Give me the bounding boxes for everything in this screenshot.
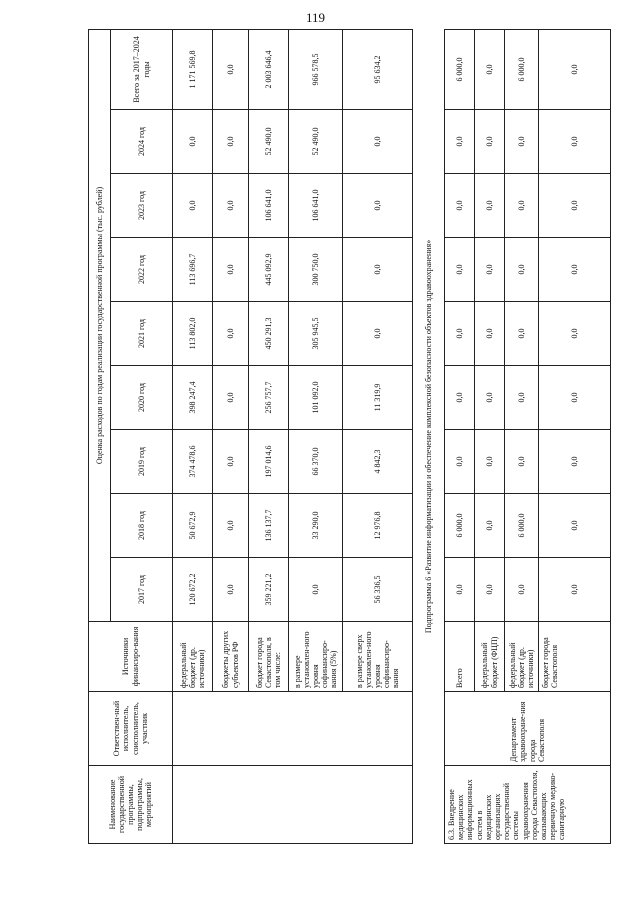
table-row — [445, 29, 475, 843]
value-cell: 197 014,6 — [249, 430, 289, 494]
value-cell: 0,0 — [505, 430, 539, 494]
value-cell: 0,0 — [213, 110, 249, 174]
value-cell: 374 478,6 — [173, 430, 213, 494]
source-cell: федеральный бюджет (ФЦП) — [475, 622, 505, 692]
value-cell: 0,0 — [343, 238, 413, 302]
value-cell: 106 641,0 — [249, 174, 289, 238]
value-cell: 113 696,7 — [173, 238, 213, 302]
value-cell: 0,0 — [539, 302, 611, 366]
value-cell: 56 336,5 — [343, 558, 413, 622]
header-year: 2018 год — [111, 494, 173, 558]
value-cell: 0,0 — [539, 558, 611, 622]
value-cell: 52 490,0 — [289, 110, 343, 174]
total-cell: 95 634,2 — [343, 29, 413, 109]
value-cell: 0,0 — [505, 238, 539, 302]
value-cell: 0,0 — [475, 110, 505, 174]
value-cell: 0,0 — [475, 302, 505, 366]
value-cell: 0,0 — [539, 238, 611, 302]
value-cell: 0,0 — [475, 430, 505, 494]
value-cell: 256 757,7 — [249, 366, 289, 430]
value-cell: 0,0 — [343, 302, 413, 366]
activity-name: 6.3. Внедрение медицинских информационных систем в медицинских организациях государственной системы здравоохранения города Севастополя, оказывающих первичную медико-санитарную — [445, 766, 611, 844]
rotated-table-container — [88, 30, 608, 844]
name-cell-empty — [173, 766, 413, 844]
source-cell: бюджет города Севастополя, в том числе: — [249, 622, 289, 692]
header-year: 2021 год — [111, 302, 173, 366]
value-cell: 398 247,4 — [173, 366, 213, 430]
value-cell: 359 221,2 — [249, 558, 289, 622]
value-cell: 0,0 — [213, 558, 249, 622]
value-cell: 0,0 — [539, 174, 611, 238]
value-cell: 0,0 — [173, 110, 213, 174]
total-cell: 966 578,5 — [289, 29, 343, 109]
value-cell: 113 802,0 — [173, 302, 213, 366]
value-cell: 0,0 — [173, 174, 213, 238]
header-year: 2023 год — [111, 174, 173, 238]
value-cell: 0,0 — [445, 174, 475, 238]
header-year: 2019 год — [111, 430, 173, 494]
value-cell: 6 000,0 — [505, 494, 539, 558]
value-cell: 120 672,2 — [173, 558, 213, 622]
value-cell: 0,0 — [539, 430, 611, 494]
total-cell: 1 171 569,8 — [173, 29, 213, 109]
value-cell: 0,0 — [475, 494, 505, 558]
value-cell: 0,0 — [213, 174, 249, 238]
value-cell: 0,0 — [539, 110, 611, 174]
value-cell: 0,0 — [445, 430, 475, 494]
value-cell: 101 092,0 — [289, 366, 343, 430]
subprogram-title: Подпрограмма 6 «Развитие информатизации и обеспечение комплексной безопасности объектов здравоохранения» — [413, 29, 445, 843]
value-cell: 0,0 — [475, 558, 505, 622]
header-name: Наименование государственной программы, подпрограммы, мероприятий — [89, 766, 173, 844]
value-cell: 0,0 — [213, 430, 249, 494]
activity-responsible: Департамент здравоохране-ния города Севастополя — [445, 692, 611, 766]
value-cell: 11 319,9 — [343, 366, 413, 430]
value-cell: 305 945,5 — [289, 302, 343, 366]
value-cell: 6 000,0 — [445, 494, 475, 558]
source-cell: бюджет города Севастополя — [539, 622, 611, 692]
header-year: 2022 год — [111, 238, 173, 302]
total-cell: 6 000,0 — [505, 29, 539, 109]
value-cell: 33 290,0 — [289, 494, 343, 558]
value-cell: 52 490,0 — [249, 110, 289, 174]
value-cell: 300 750,0 — [289, 238, 343, 302]
header-estimate-group: Оценка расходов по годам реализации государственной программы (тыс. рублей) — [89, 29, 111, 621]
value-cell: 0,0 — [213, 366, 249, 430]
budget-table — [88, 29, 611, 844]
source-cell: в размере установлен-ного уровня софинансиро-вания (5%) — [289, 622, 343, 692]
value-cell: 0,0 — [213, 494, 249, 558]
source-cell: федеральный бюджет (др. источники) — [173, 622, 213, 692]
value-cell: 50 672,9 — [173, 494, 213, 558]
value-cell: 0,0 — [505, 558, 539, 622]
total-cell: 2 003 646,4 — [249, 29, 289, 109]
value-cell: 0,0 — [475, 366, 505, 430]
value-cell: 136 137,7 — [249, 494, 289, 558]
total-cell: 0,0 — [213, 29, 249, 109]
value-cell: 0,0 — [475, 238, 505, 302]
value-cell: 0,0 — [539, 494, 611, 558]
value-cell: 0,0 — [445, 238, 475, 302]
rotated-table-area — [88, 30, 608, 844]
value-cell: 450 291,3 — [249, 302, 289, 366]
value-cell: 0,0 — [343, 110, 413, 174]
value-cell: 0,0 — [343, 174, 413, 238]
value-cell: 445 092,9 — [249, 238, 289, 302]
value-cell: 0,0 — [213, 302, 249, 366]
total-cell: 0,0 — [475, 29, 505, 109]
value-cell: 0,0 — [289, 558, 343, 622]
page-number: 119 — [305, 10, 326, 25]
responsible-cell-empty — [173, 692, 413, 766]
source-cell: бюджеты других субъектов РФ — [213, 622, 249, 692]
value-cell: 0,0 — [445, 366, 475, 430]
source-cell: федеральный бюджет (др. источники) — [505, 622, 539, 692]
header-year: 2024 год — [111, 110, 173, 174]
value-cell: 12 976,8 — [343, 494, 413, 558]
header-responsible: Ответствен-ный исполнитель, соисполнитель, участник — [89, 692, 173, 766]
value-cell: 0,0 — [505, 174, 539, 238]
value-cell: 0,0 — [213, 238, 249, 302]
subprogram-row — [413, 29, 445, 843]
value-cell: 66 370,0 — [289, 430, 343, 494]
value-cell: 0,0 — [505, 302, 539, 366]
value-cell: 0,0 — [539, 366, 611, 430]
header-source: Источники финансиро-вания — [89, 622, 173, 692]
header-year: 2020 год — [111, 366, 173, 430]
value-cell: 0,0 — [475, 174, 505, 238]
table-row — [173, 29, 213, 843]
total-cell: 0,0 — [539, 29, 611, 109]
value-cell: 0,0 — [445, 302, 475, 366]
header-total: Всего за 2017–2024 годы — [111, 29, 173, 109]
source-cell: Всего — [445, 622, 475, 692]
source-cell: в размере сверх установлен-ного уровня софинансиро-вания — [343, 622, 413, 692]
value-cell: 0,0 — [445, 558, 475, 622]
value-cell: 0,0 — [445, 110, 475, 174]
value-cell: 0,0 — [505, 110, 539, 174]
header-year: 2017 год — [111, 558, 173, 622]
value-cell: 4 842,3 — [343, 430, 413, 494]
value-cell: 0,0 — [505, 366, 539, 430]
value-cell: 106 641,0 — [289, 174, 343, 238]
total-cell: 6 000,0 — [445, 29, 475, 109]
